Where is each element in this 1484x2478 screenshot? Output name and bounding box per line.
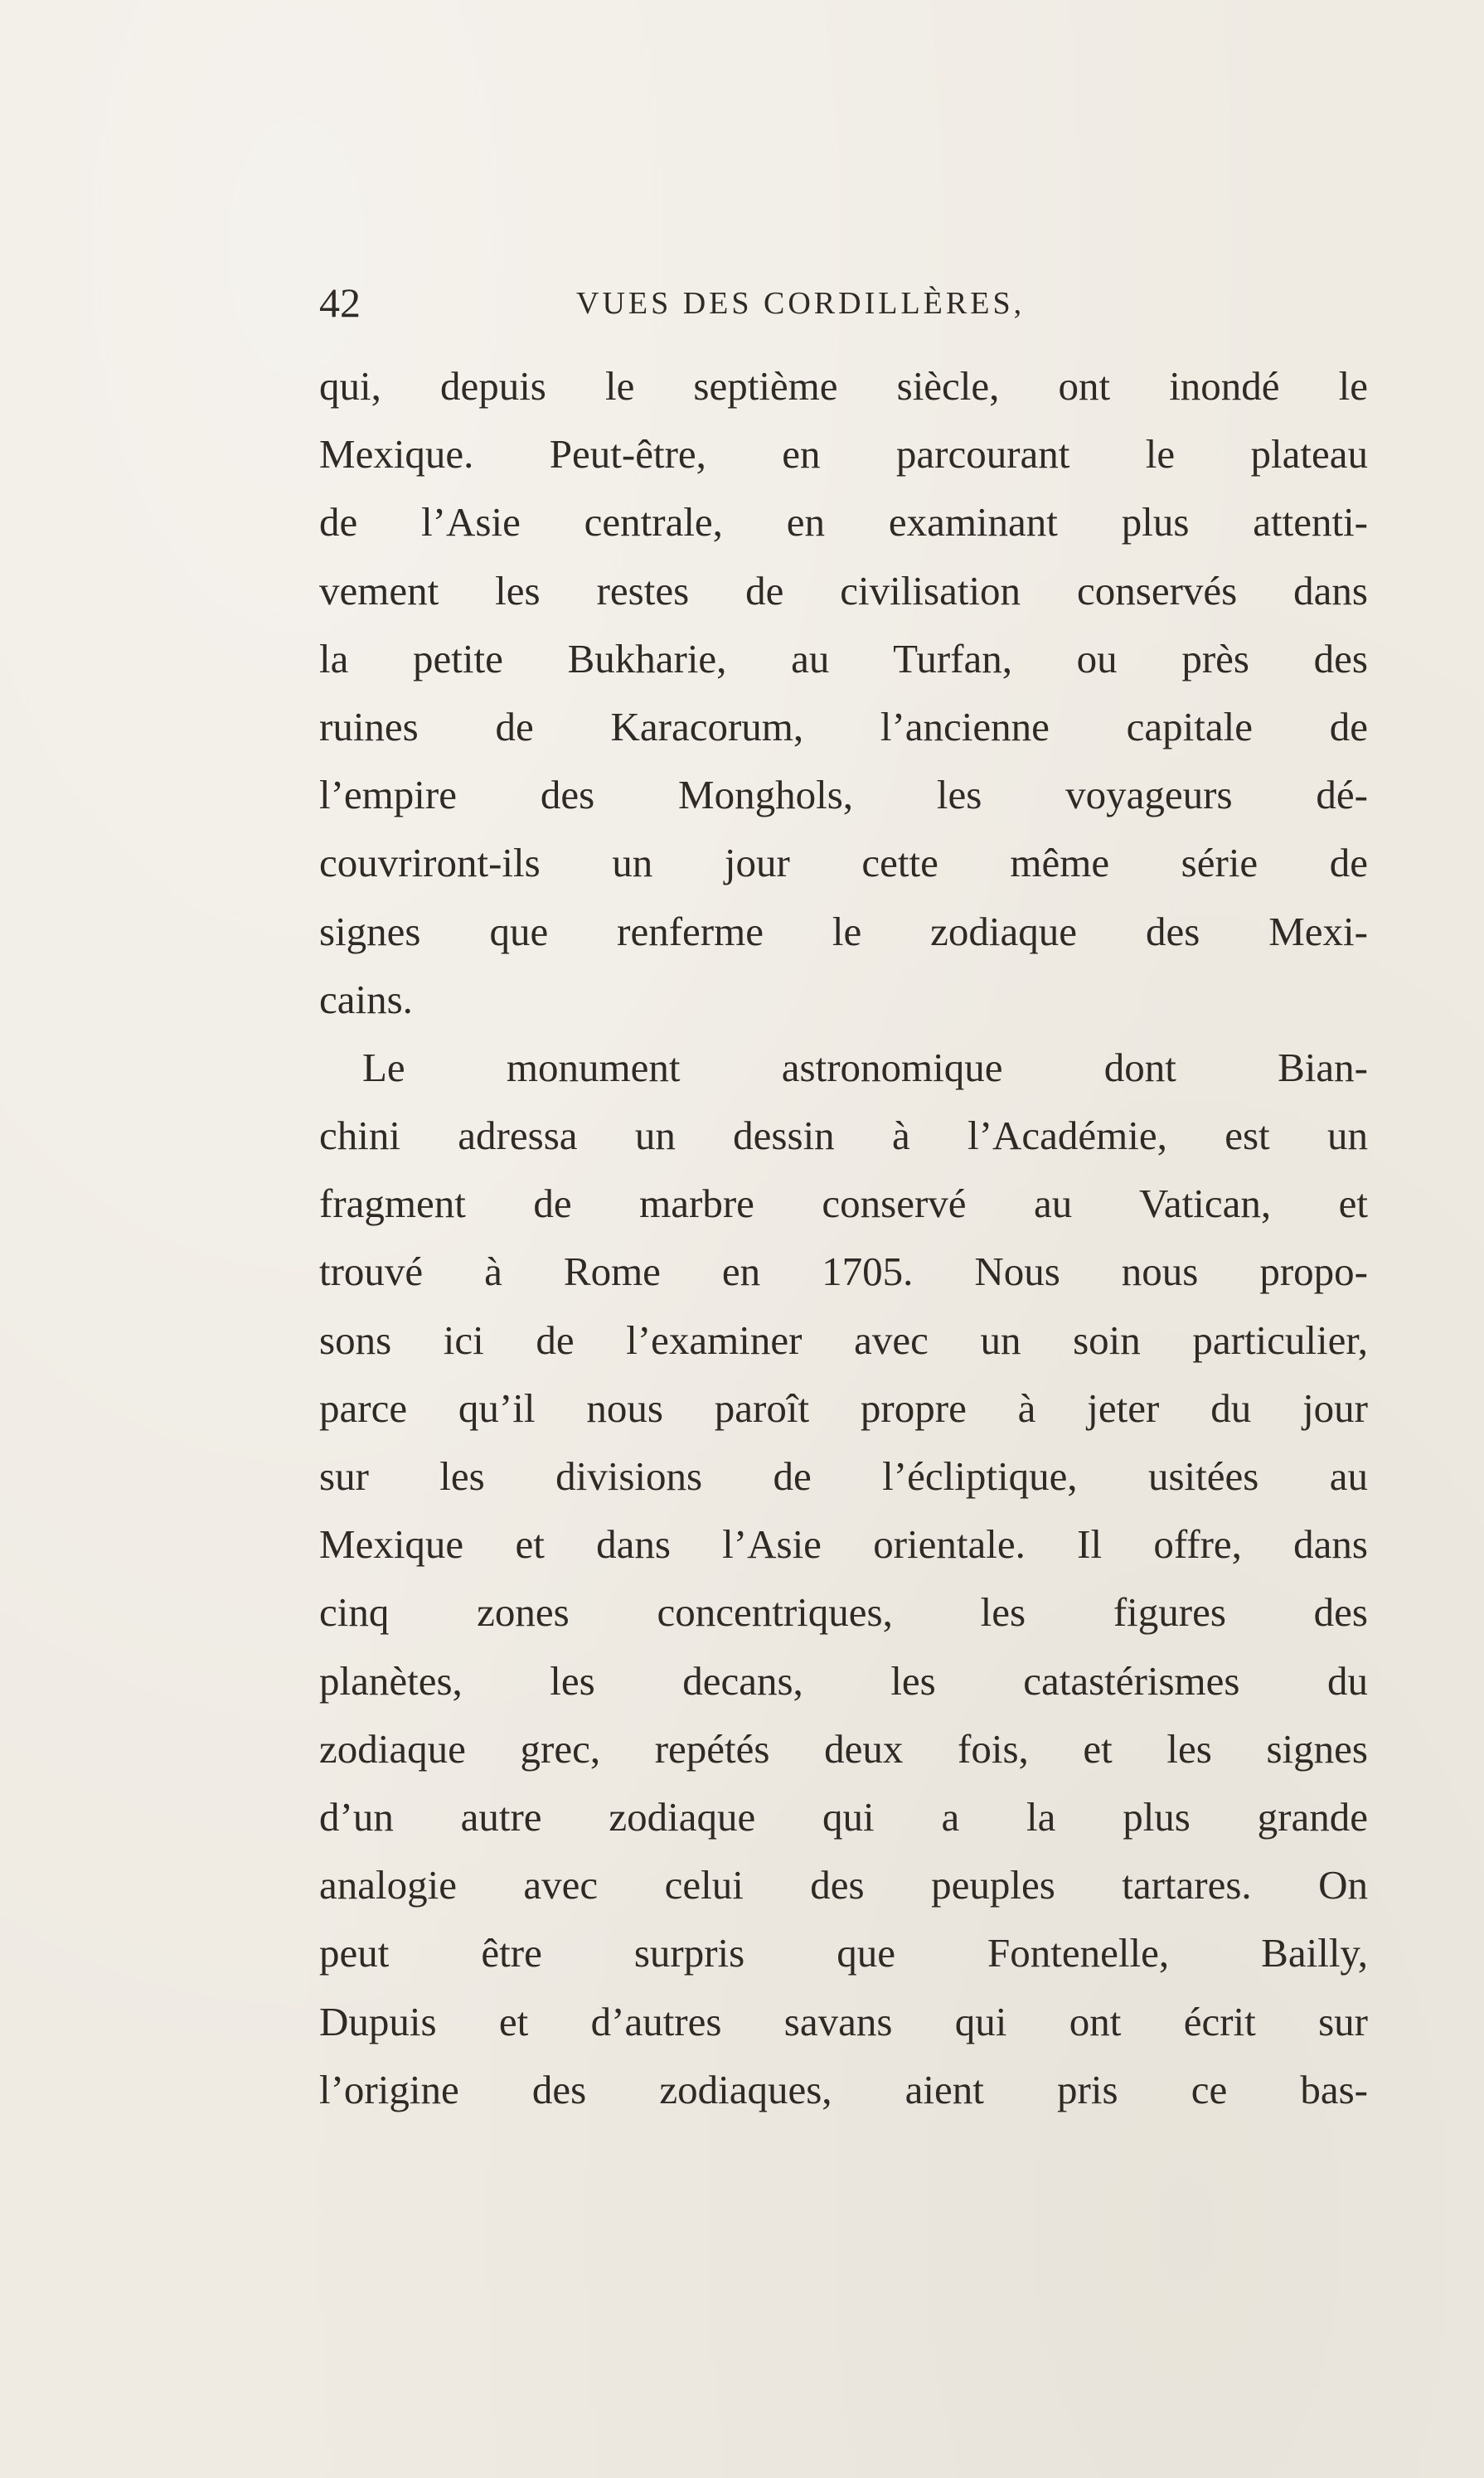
text-line: peut être surpris que Fontenelle, Bailly, [319, 1930, 1368, 1976]
text-line: zodiaque grec, repétés deux fois, et les signes [319, 1725, 1368, 1772]
text-line: ruines de Karacorum, l’ancienne capitale de [319, 703, 1368, 749]
text-line: cains. [319, 976, 413, 1022]
text-line: Dupuis et d’autres savans qui ont écrit sur [319, 1998, 1368, 2044]
text-line: Mexique et dans l’Asie orientale. Il offre, dans [319, 1521, 1368, 1568]
text-line: Le monument astronomique dont Bian- [362, 1044, 1368, 1090]
text-line: sur les divisions de l’écliptique, usitées au [319, 1453, 1368, 1499]
text-line: signes que renferme le zodiaque des Mexi- [319, 908, 1368, 954]
text-line: qui, depuis le septième siècle, ont inondé le [319, 363, 1368, 409]
text-line: cinq zones concentriques, les figures des [319, 1589, 1368, 1636]
text-line: parce qu’il nous paroît propre à jeter du jour [319, 1384, 1368, 1431]
text-line: de l’Asie centrale, en examinant plus attenti- [319, 499, 1368, 546]
text-line: vement les restes de civilisation conservés dans [319, 567, 1368, 613]
body-text [319, 352, 1368, 2124]
text-line: sons ici de l’examiner avec un soin particulier, [319, 1317, 1368, 1363]
text-line: trouvé à Rome en 1705. Nous nous propo- [319, 1249, 1368, 1295]
text-line: d’un autre zodiaque qui a la plus grande [319, 1793, 1368, 1840]
page-number: 42 [319, 279, 361, 326]
text-line: la petite Bukharie, au Turfan, ou près des [319, 635, 1368, 681]
running-title: VUES DES CORDILLÈRES, [576, 286, 1026, 321]
text-line: l’origine des zodiaques, aient pris ce bas- [319, 2066, 1368, 2112]
text-line: l’empire des Monghols, les voyageurs dé- [319, 772, 1368, 818]
text-line: chini adressa un dessin à l’Académie, est un [319, 1113, 1368, 1159]
text-line: fragment de marbre conservé au Vatican, et [319, 1181, 1368, 1227]
text-line: Mexique. Peut-être, en parcourant le plateau [319, 431, 1368, 478]
text-line: couvriront-ils un jour cette même série de [319, 840, 1368, 886]
running-head [319, 274, 1368, 332]
text-line: analogie avec celui des peuples tartares. On [319, 1862, 1368, 1908]
text-line: planètes, les decans, les catastérismes du [319, 1657, 1368, 1704]
